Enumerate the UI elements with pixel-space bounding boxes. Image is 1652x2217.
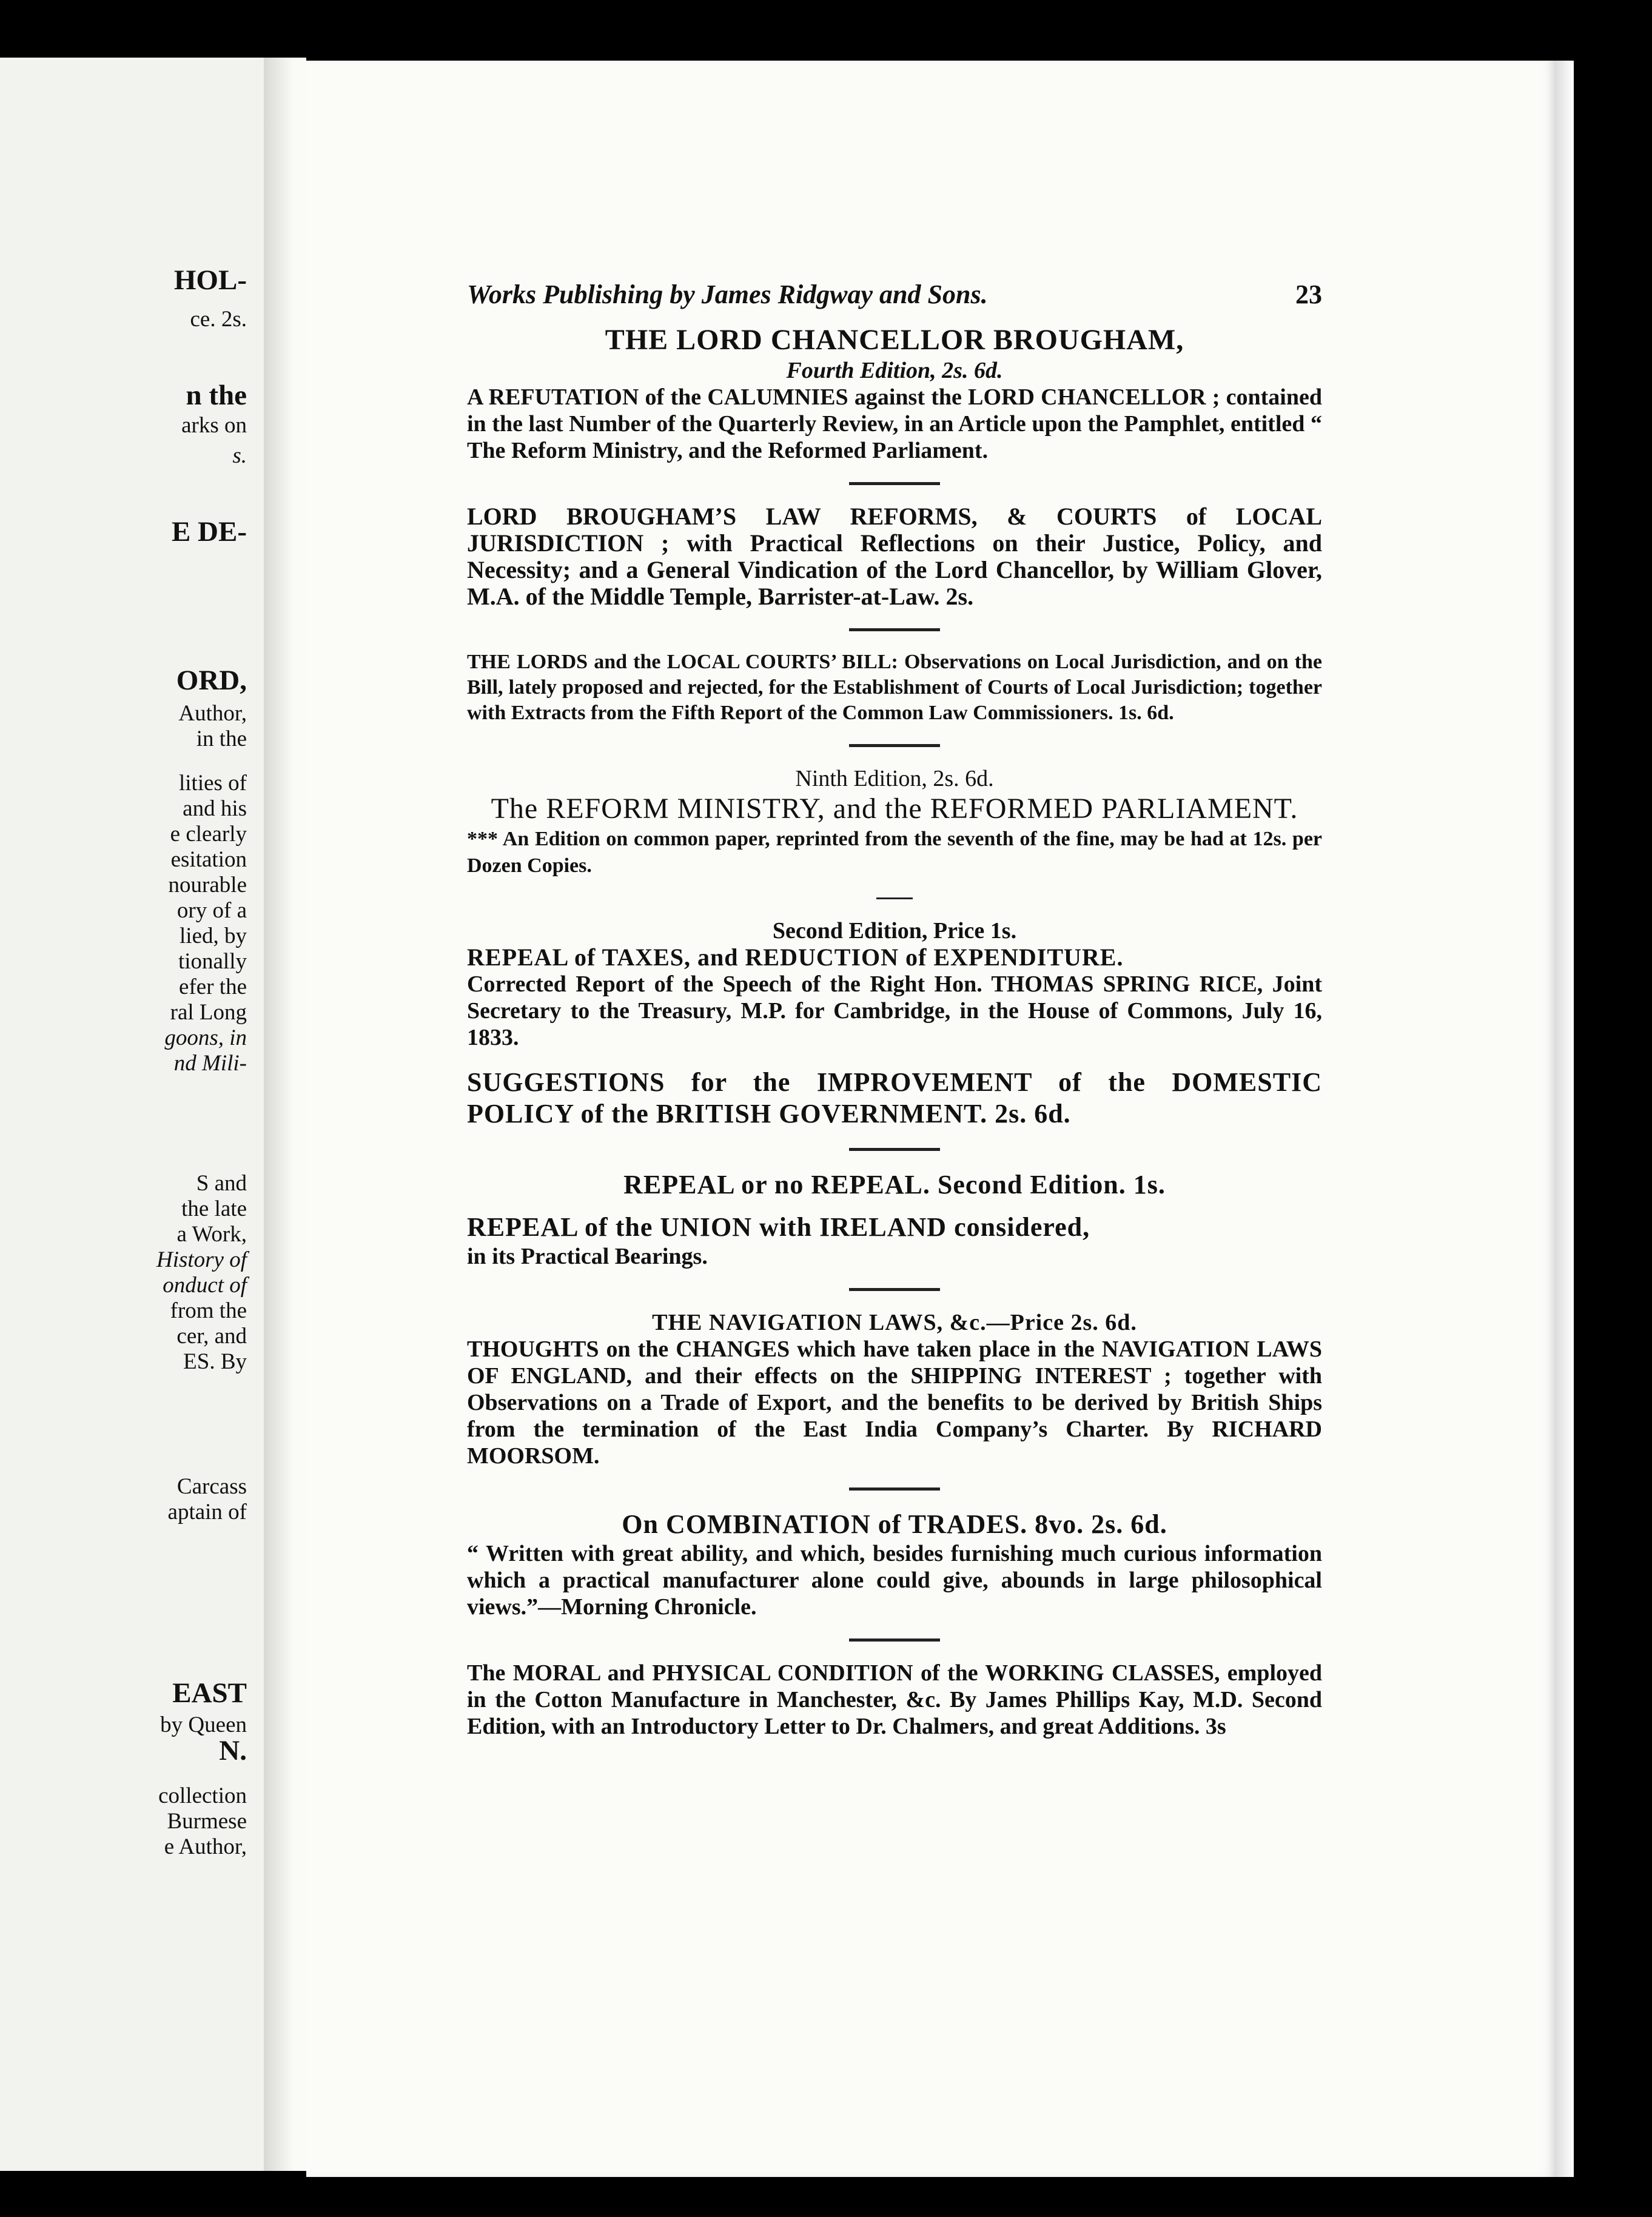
- left-page-text-fragment: e Author,: [164, 1834, 247, 1859]
- entry-title: REPEAL of TAXES, and REDUCTION of EXPENDITURE.: [467, 944, 1124, 971]
- left-page-text-fragment: arks on: [181, 413, 247, 438]
- page-edge: [1556, 61, 1574, 2177]
- entry-edition: Fourth Edition, 2s. 6d.: [786, 358, 1003, 383]
- book-page: [306, 61, 1556, 2177]
- section-rule: [849, 1288, 940, 1291]
- left-page-text-fragment: S and: [196, 1171, 247, 1196]
- entry-edition: Ninth Edition, 2s. 6d.: [795, 766, 994, 791]
- left-page-text-fragment: tionally: [178, 949, 247, 974]
- entry-body: in its Practical Bearings.: [467, 1244, 708, 1269]
- section-rule: [849, 1638, 940, 1642]
- section-rule: [849, 744, 940, 747]
- section-rule: [849, 1148, 940, 1151]
- running-header: [467, 279, 1322, 310]
- left-page-text-fragment: n the: [186, 380, 247, 411]
- entry-body: Corrected Report of the Speech of the Right Hon. THOMAS SPRING RICE, Joint Secretary to the Treasury, M.P. for Cambridge, in the House of Commons, July 16, 1833.: [467, 971, 1322, 1050]
- left-page-text-fragment: lied, by: [180, 924, 247, 948]
- left-page-text-fragment: ES. By: [183, 1349, 247, 1374]
- entry-body: A REFUTATION of the CALUMNIES against the LORD CHANCELLOR ; contained in the last Number of the Quarterly Review, in an Article upon the Pamphlet, entitled “ The Reform Ministry, and the Reformed Parliament.: [467, 384, 1322, 463]
- left-page-text-fragment: esitation: [170, 847, 247, 872]
- entry-note: *** An Edition on common paper, reprinted from the seventh of the fine, may be had at 12s. per Dozen Copies.: [467, 828, 1322, 877]
- entry-title: REPEAL of the UNION with IRELAND considered,: [467, 1212, 1090, 1242]
- left-page-text-fragment: ORD,: [176, 665, 247, 696]
- left-page-text-fragment: N.: [219, 1735, 247, 1766]
- left-page-text-fragment: ory of a: [176, 898, 247, 923]
- left-page-text-fragment: nd Mili-: [173, 1051, 247, 1076]
- left-page-text-fragment: in the: [196, 726, 247, 751]
- left-page-text-fragment: s.: [232, 443, 247, 468]
- left-page-text-fragment: aptain of: [167, 1500, 247, 1524]
- entry-title: THE LORD CHANCELLOR BROUGHAM,: [605, 324, 1184, 356]
- left-page-text-fragment: EAST: [172, 1677, 247, 1709]
- entry-title: On COMBINATION of TRADES. 8vo. 2s. 6d.: [622, 1509, 1167, 1539]
- entry-body: The MORAL and PHYSICAL CONDITION of the WORKING CLASSES, employed in the Cotton Manufacture in Manchester, &c. By James Phillips Kay, M.D. Second Edition, with an Introductory Letter to Dr. Chalmers, and great Additions. 3s: [467, 1660, 1322, 1739]
- section-rule: [849, 482, 940, 485]
- entry-body: SUGGESTIONS for the IMPROVEMENT of the DOMESTIC POLICY of the BRITISH GOVERNMENT. 2s. 6d.: [467, 1067, 1322, 1129]
- section-rule: [849, 628, 940, 631]
- left-page-text-fragment: E DE-: [171, 516, 247, 548]
- page-number: 23: [1295, 280, 1322, 309]
- entry-quote: “ Written with great ability, and which, besides furnishing much curious information which a practical manufacturer alone could give, abounds in large philosophical views.”—Morning Chronicle.: [467, 1541, 1322, 1620]
- left-page-text-fragment: by Queen: [160, 1712, 247, 1737]
- left-page-text-fragment: Burmese: [167, 1809, 247, 1834]
- left-page-text-fragment: efer the: [179, 974, 247, 999]
- entry-title: THE NAVIGATION LAWS, &c.—Price 2s. 6d.: [652, 1310, 1137, 1335]
- left-page-text-fragment: lities of: [178, 771, 247, 796]
- left-page-text-fragment: collection: [158, 1783, 247, 1808]
- previous-page-fragment: [0, 58, 264, 2171]
- left-page-text-fragment: ral Long: [170, 1000, 247, 1025]
- left-page-text-fragment: the late: [181, 1196, 247, 1221]
- entry-body: THOUGHTS on the CHANGES which have taken place in the NAVIGATION LAWS OF ENGLAND, and their effects on the SHIPPING INTEREST ; together with Observations on a Trade of Export, and the benefits to be derived by British Ships from the termination of the East India Company’s Charter. By RICHARD MOORSOM.: [467, 1337, 1322, 1469]
- entry-body: THE LORDS and the LOCAL COURTS’ BILL: Observations on Local Jurisdiction, and on the Bill, lately proposed and rejected, for the Establishment of Courts of Local Jurisdiction; together with Extracts from the Fifth Report of the Common Law Commissioners. 1s. 6d.: [467, 651, 1322, 724]
- left-page-text-fragment: nourable: [168, 873, 247, 897]
- left-page-text-fragment: HOL-: [173, 264, 247, 296]
- entry-edition: Second Edition, Price 1s.: [772, 918, 1017, 944]
- left-page-text-fragment: ce. 2s.: [190, 307, 247, 332]
- left-page-text-fragment: and his: [183, 796, 247, 821]
- left-page-text-fragment: a Work,: [176, 1222, 247, 1247]
- section-rule: [876, 897, 913, 899]
- left-page-text-fragment: Carcass: [176, 1474, 247, 1499]
- entry-title: REPEAL or no REPEAL. Second Edition. 1s.: [623, 1170, 1166, 1199]
- page-content: [467, 279, 1322, 1740]
- section-rule: [849, 1488, 940, 1491]
- running-title: Works Publishing by James Ridgway and Sons.: [467, 280, 988, 309]
- entry-title: The REFORM MINISTRY, and the REFORMED PARLIAMENT.: [491, 793, 1298, 825]
- left-page-text-fragment: cer, and: [176, 1324, 247, 1349]
- left-page-text-fragment: e clearly: [170, 822, 247, 847]
- left-page-text-fragment: goons, in: [164, 1025, 247, 1050]
- left-page-text-fragment: from the: [170, 1298, 247, 1323]
- left-page-text-fragment: Author,: [178, 701, 247, 726]
- left-page-text-fragment: onduct of: [163, 1273, 247, 1298]
- left-page-text-fragment: History of: [156, 1247, 247, 1272]
- book-gutter: [264, 58, 306, 2171]
- entry-body: LORD BROUGHAM’S LAW REFORMS, & COURTS of LOCAL JURISDICTION ; with Practical Reflections on their Justice, Policy, and Necessity; and a General Vindication of the Lord Chancellor, by William Glover, M.A. of the Middle Temple, Barrister-at-Law. 2s.: [467, 503, 1322, 610]
